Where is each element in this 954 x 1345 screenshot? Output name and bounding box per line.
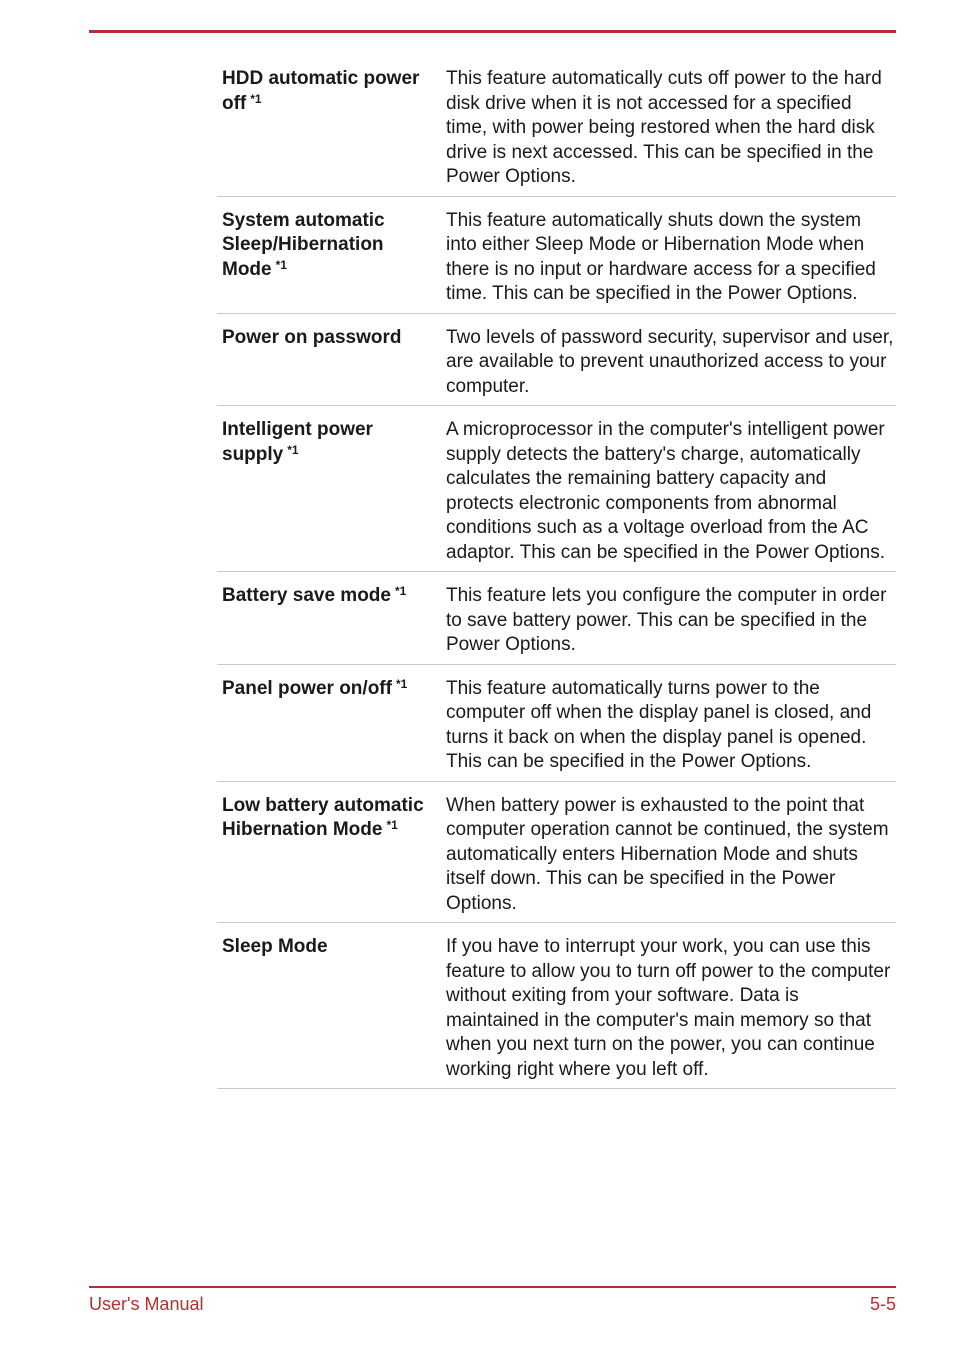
footnote-marker: *1 <box>386 818 398 832</box>
footnote-marker: *1 <box>394 584 407 598</box>
table-row <box>217 414 896 572</box>
feature-description: This feature automatically turns power to the computer off when the display panel is closed, and turns it back on when the display panel is opened. This can be specified in the Power Options. <box>446 677 872 772</box>
feature-description: When battery power is exhausted to the point that computer operation cannot be continued, the system automatically enters Hibernation Mode and shuts itself down. This can be specified in the Power Options. <box>446 794 889 914</box>
feature-name-text: Panel power on/off <box>222 677 392 699</box>
table-row <box>217 790 896 924</box>
feature-description: This feature lets you configure the computer in order to save battery power. This can be specified in the Power Options. <box>446 585 887 655</box>
table-row <box>217 205 896 314</box>
feature-name-text: Sleep Mode <box>222 936 328 957</box>
feature-name <box>217 794 441 917</box>
footnote-marker: *1 <box>275 257 287 272</box>
footer-manual-title: User's Manual <box>89 1294 204 1314</box>
footnote-marker: *1 <box>287 442 299 457</box>
feature-name-text: System automatic Sleep/Hibernation Mode <box>222 209 385 280</box>
feature-name <box>217 326 441 400</box>
table-row <box>217 580 896 665</box>
feature-name-text: Intelligent power supply <box>222 419 373 465</box>
table-row <box>217 931 896 1089</box>
header-rule <box>89 30 896 33</box>
table-row <box>217 63 896 197</box>
feature-description: A microprocessor in the computer's intelligent power supply detects the battery's charge, automatically calculates the remaining battery capacity and protects electronic components from abnormal conditions such as a voltage overload from the AC adaptor. This can be specified in the Power Options. <box>446 419 886 563</box>
feature-name-text: Low battery automatic Hibernation Mode <box>222 794 424 840</box>
table-row <box>217 322 896 407</box>
feature-description: Two levels of password security, supervisor and user, are available to prevent unauthorized access to your computer. <box>446 326 894 397</box>
feature-description: This feature automatically cuts off power to the hard disk drive when it is not accessed for a specified time, with power being restored when the hard disk drive is next accessed. This can be specified in the Power Options. <box>446 68 882 187</box>
feature-table <box>217 63 896 1089</box>
feature-name <box>217 584 441 658</box>
feature-name <box>217 209 441 307</box>
feature-name-text: Power on password <box>222 326 402 348</box>
page-number: 5-5 <box>869 1294 896 1314</box>
footnote-marker: *1 <box>395 676 408 691</box>
feature-name-text: HDD automatic power off <box>222 68 420 114</box>
feature-description: If you have to interrupt your work, you can use this feature to allow you to turn off power to the computer without exiting from your software. Data is maintained in the computer's main memory so that when you next turn on the power, you can continue working right where you left off. <box>446 936 891 1080</box>
feature-name <box>217 935 441 1082</box>
table-row <box>217 673 896 782</box>
feature-name <box>217 418 441 565</box>
feature-name-text: Battery save mode <box>222 585 391 606</box>
feature-name <box>217 677 441 775</box>
feature-description: This feature automatically shuts down the system into either Sleep Mode or Hibernation Mode when there is no input or hardware access for a specified time. This can be specified in the Power Options. <box>446 209 876 304</box>
footnote-marker: *1 <box>250 91 262 106</box>
feature-name <box>217 67 441 190</box>
footer-rule <box>89 1286 896 1288</box>
